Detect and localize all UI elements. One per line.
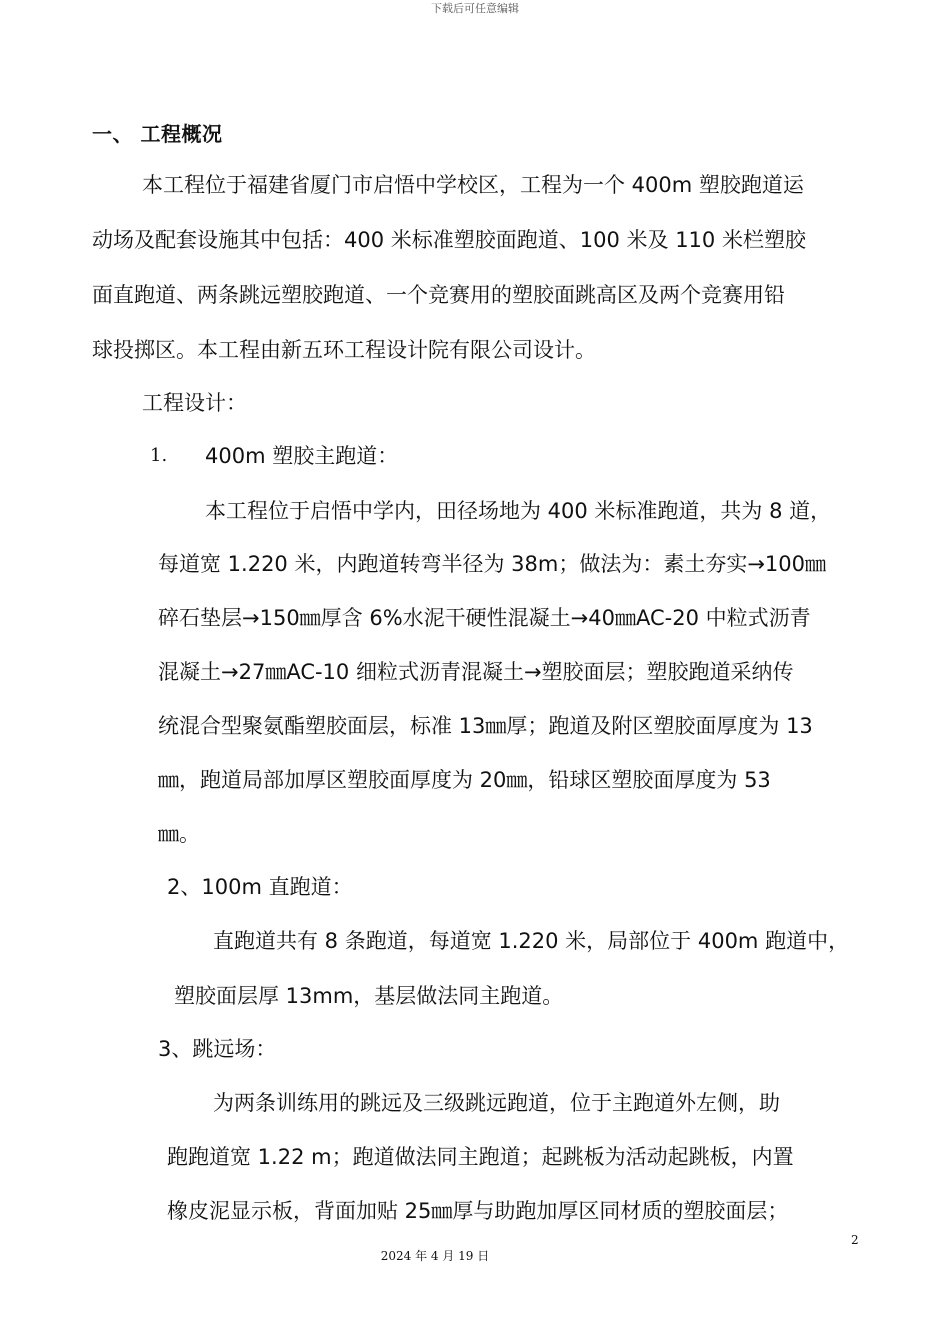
section2-line: 塑胶面层厚 13mm，基层做法同主跑道。 [174, 984, 564, 1008]
section3-line: 橡皮泥显示板，背面加贴 25㎜厚与助跑加厚区同材质的塑胶面层； [167, 1199, 789, 1223]
page-number: 2 [851, 1233, 859, 1247]
section1-number: 1. [150, 445, 168, 466]
section2-title: 2、100m 直跑道： [167, 875, 353, 899]
section-heading: 一、 工程概况 [92, 122, 223, 146]
section3-title: 3、跳远场： [158, 1037, 277, 1061]
section1-line: ㎜，跑道局部加厚区塑胶面厚度为 20㎜，铅球区塑胶面厚度为 53 [158, 768, 771, 792]
overview-line: 球投掷区。本工程由新五环工程设计院有限公司设计。 [92, 338, 596, 362]
section1-line: 统混合型聚氨酯塑胶面层，标准 13㎜厚；跑道及附区塑胶面厚度为 13 [158, 714, 813, 738]
section1-line: ㎜。 [158, 822, 200, 846]
section1-line: 本工程位于启悟中学内，田径场地为 400 米标准跑道，共为 8 道， [205, 499, 832, 523]
header-note: 下载后可任意编辑 [431, 2, 519, 15]
section1-line: 混凝土→27㎜AC-10 细粒式沥青混凝土→塑胶面层；塑胶跑道采纳传 [158, 660, 794, 684]
section3-line: 为两条训练用的跳远及三级跳远跑道，位于主跑道外左侧，助 [213, 1091, 780, 1115]
section2-line: 直跑道共有 8 条跑道，每道宽 1.220 米，局部位于 400m 跑道中， [213, 929, 850, 953]
overview-line: 动场及配套设施其中包括：400 米标准塑胶面跑道、100 米及 110 米栏塑胶 [92, 228, 806, 252]
design-label: 工程设计： [142, 391, 247, 415]
section1-title: 400m 塑胶主跑道： [205, 444, 399, 468]
footer-date: 2024 年 4 月 19 日 [380, 1249, 490, 1263]
section1-line: 碎石垫层→150㎜厚含 6%水泥干硬性混凝土→40㎜AC-20 中粒式沥青 [158, 606, 811, 630]
section3-line: 跑跑道宽 1.22 m；跑道做法同主跑道；起跳板为活动起跳板，内置 [167, 1145, 794, 1169]
overview-line: 本工程位于福建省厦门市启悟中学校区，工程为一个 400m 塑胶跑道运 [142, 173, 804, 197]
overview-line: 面直跑道、两条跳远塑胶跑道、一个竞赛用的塑胶面跳高区及两个竞赛用铅 [92, 283, 785, 307]
section1-line: 每道宽 1.220 米，内跑道转弯半径为 38m；做法为：素土夯实→100㎜ [158, 552, 826, 576]
